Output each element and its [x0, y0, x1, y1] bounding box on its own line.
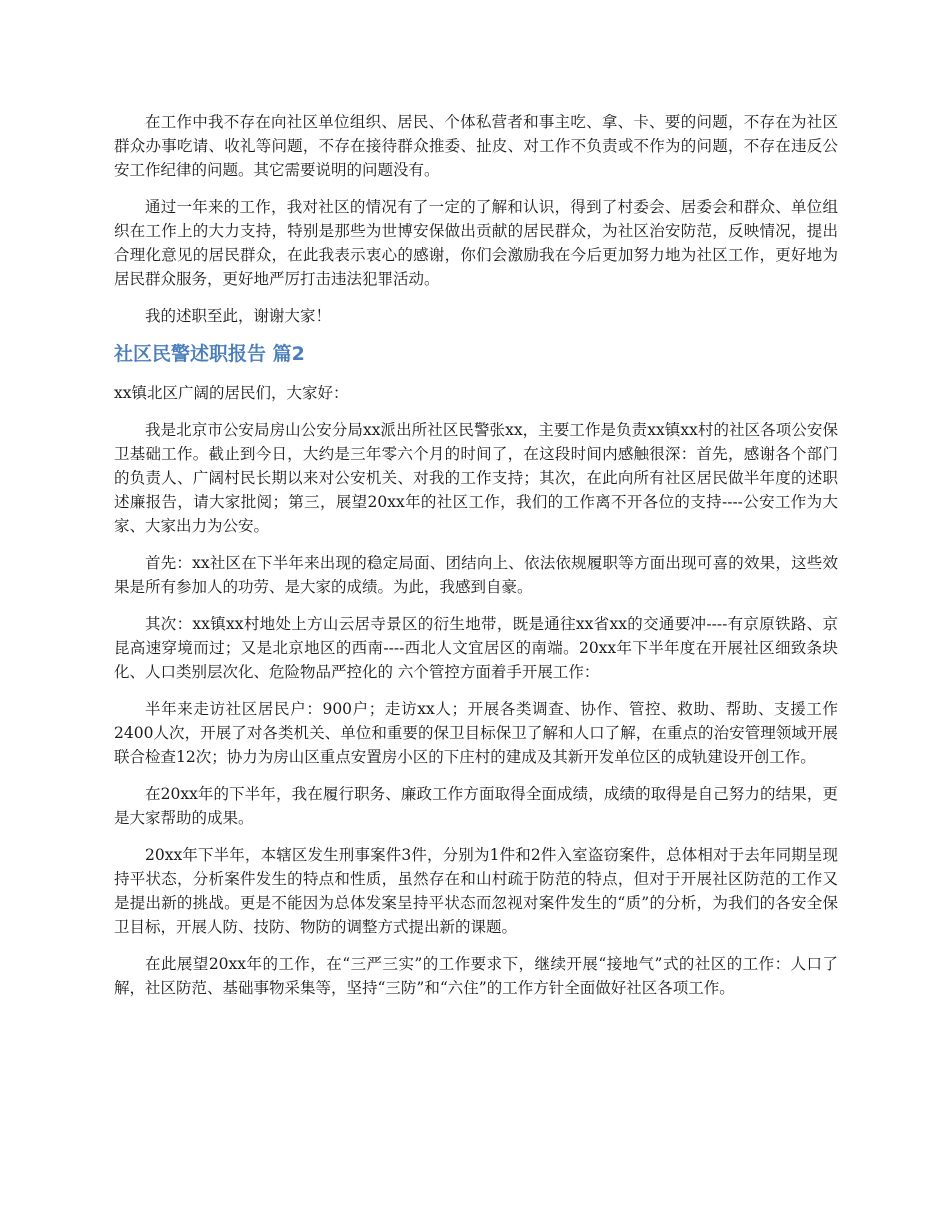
body-paragraph: 在20xx年的下半年，我在履行职务、廉政工作方面取得全面成绩，成绩的取得是自己努力的结果，更是大家帮助的成果。 [114, 785, 838, 827]
body-paragraph: 其次：xx镇xx村地处上方山云居寺景区的衍生地带，既是通往xx省xx的交通要冲----有京原铁路、京昆高速穿境而过；又是北京地区的西南----西北人文宜居区的南端。20xx年下半年度在开展社区细致条块化、人口类别层次化、危险物品严控化的 六个管控方面着手开展工作： [114, 615, 838, 681]
body-paragraph: 首先：xx社区在下半年来出现的稳定局面、团结向上、依法依规履职等方面出现可喜的效果，这些效果是所有参加人的功劳、是大家的成绩。为此，我感到自豪。 [114, 554, 838, 596]
body-paragraph: 半年来走访社区居民户：900户；走访xx人；开展各类调查、协作、管控、救助、帮助、支援工作2400人次，开展了对各类机关、单位和重要的保卫目标保卫了解和人口了解，在重点的治安管理领域开展联合检查12次；协力为房山区重点安置房小区的下庄村的建成及其新开发单位区的成轨建设开创工作。 [114, 700, 838, 766]
body-paragraph: 在此展望20xx年的工作，在“三严三实”的工作要求下，继续开展“接地气”式的社区的工作：人口了解，社区防范、基础事物采集等，坚持“三防”和“六住”的工作方针全面做好社区各项工作。 [114, 955, 838, 997]
section-heading: 社区民警述职报告 篇2 [114, 343, 305, 365]
body-paragraph: 我是北京市公安局房山公安分局xx派出所社区民警张xx，主要工作是负责xx镇xx村的社区各项公安保卫基础工作。截止到今日，大约是三年零六个月的时间了，在这段时间内感触很深：首先，感谢各个部门的负责人、广阔村民长期以来对公安机关、对我的工作支持；其次，在此向所有社区居民做半年度的述职述廉报告，请大家批阅；第三，展望20xx年的社区工作，我们的工作离不开各位的支持----公安工作为大家、大家出力为公安。 [114, 421, 838, 535]
document-page [114, 110, 838, 1013]
body-paragraph: 在工作中我不存在向社区单位组织、居民、个体私营者和事主吃、拿、卡、要的问题，不存在为社区群众办事吃请、收礼等问题，不存在接待群众推委、扯皮、对工作不负责或不作为的问题，不存在违反公安工作纪律的问题。其它需要说明的问题没有。 [114, 113, 838, 179]
greeting-line: xx镇北区广阔的居民们，大家好： [114, 384, 349, 402]
body-paragraph: 20xx年下半年，本辖区发生刑事案件3件，分别为1件和2件入室盗窃案件，总体相对于去年同期呈现持平状态，分析案件发生的特点和性质，虽然存在和山村疏于防范的特点，但对于开展社区防范的工作又是提出新的挑战。更是不能因为总体发案呈持平状态而忽视对案件发生的“质”的分析，为我们的各安全保卫目标，开展人防、技防、物防的调整方式提出新的课题。 [114, 846, 838, 936]
closing-paragraph: 我的述职至此，谢谢大家！ [145, 307, 332, 325]
body-paragraph: 通过一年来的工作，我对社区的情况有了一定的了解和认识，得到了村委会、居委会和群众、单位组织在工作上的大力支持，特别是那些为世博安保做出贡献的居民群众，为社区治安防范，反映情况，提出合理化意见的居民群众，在此我表示衷心的感谢，你们会激励我在今后更加努力地为社区工作，更好地为居民群众服务，更好地严厉打击违法犯罪活动。 [114, 198, 838, 288]
